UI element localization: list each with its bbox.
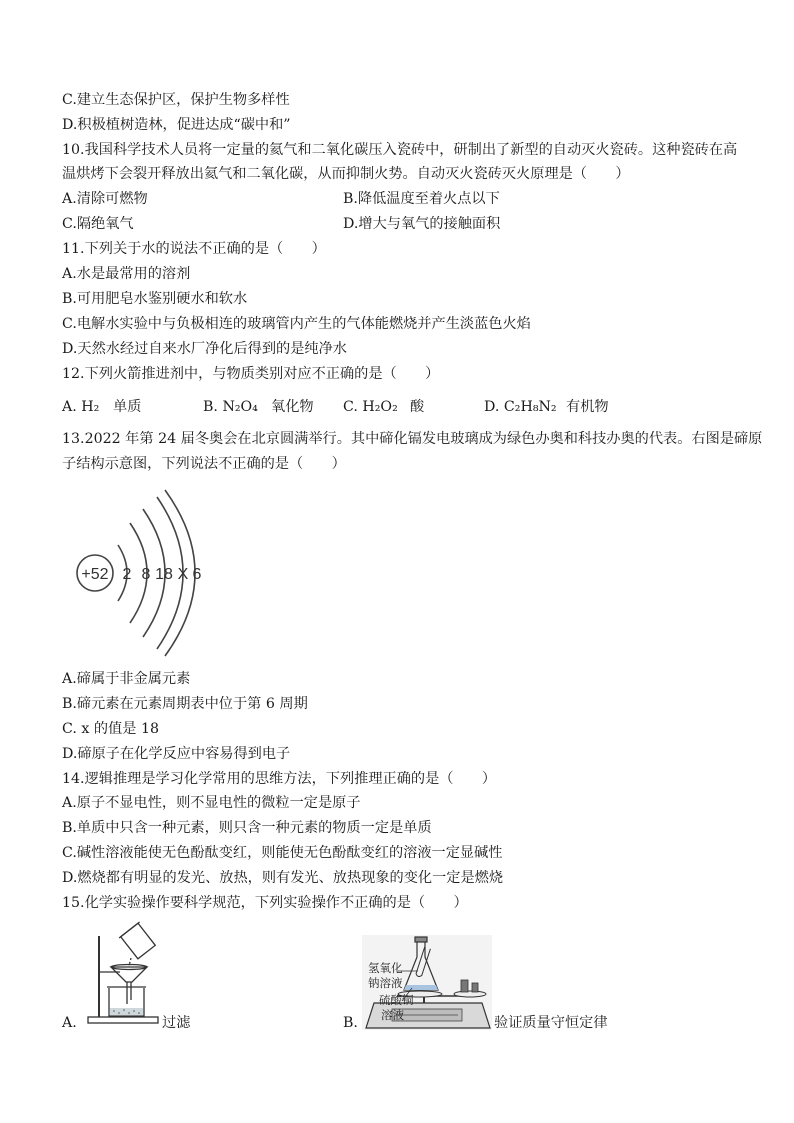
q14-option-c: C.碱性溶液能使无色酚酞变红，则能使无色酚酞变红的溶液一定显碱性 xyxy=(62,845,503,861)
shell-electron-count: 8 xyxy=(141,566,151,583)
q15-option-b-label: B. xyxy=(343,1015,358,1031)
substance-category: 有机物 xyxy=(566,399,609,415)
naoh-solution-label-line2: 钠溶液 xyxy=(368,976,403,990)
q12-option-b xyxy=(203,399,333,415)
option-label: D. xyxy=(484,399,500,415)
weight xyxy=(461,980,468,992)
q11-stem: 11.下列关于水的说法不正确的是（ ） xyxy=(62,241,326,257)
q13-option-b: B.碲元素在元素周期表中位于第 6 周期 xyxy=(62,696,308,712)
tellurium-atom-structure-diagram xyxy=(65,487,210,662)
naoh-solution-label-line1: 氢氧化 xyxy=(368,961,403,975)
q11-option-a: A.水是最常用的溶剂 xyxy=(62,266,191,282)
nucleus-charge: +52 xyxy=(81,566,109,583)
q10-stem-line2: 温烘烤下会裂开释放出氦气和二氧化碳，从而抑制火势。自动灭火瓷砖灭火原理是（ ） xyxy=(62,166,630,182)
filtration-apparatus-illustration xyxy=(84,922,164,1027)
funnel-stem xyxy=(127,982,131,1004)
copper-sulfate-solution xyxy=(404,985,438,990)
right-pan xyxy=(454,991,486,997)
iron-stand-base xyxy=(88,1017,158,1023)
option-label: C. xyxy=(343,399,358,415)
q14-stem: 14.逻辑推理是学习化学常用的思维方法，下列推理正确的是（ ） xyxy=(62,771,497,787)
q14-option-a: A.原子不显电性，则不显电性的微粒一定是原子 xyxy=(62,795,361,811)
q13-option-c: C. x 的值是 18 xyxy=(62,721,160,737)
filtrate-liquid xyxy=(110,1008,143,1015)
q12-stem: 12.下列火箭推进剂中，与物质类别对应不正确的是（ ） xyxy=(62,366,440,382)
q13-option-a: A.碲属于非金属元素 xyxy=(62,671,191,687)
q10-option-d: D.增大与氧气的接触面积 xyxy=(343,216,501,232)
q15-option-b-caption: 验证质量守恒定律 xyxy=(494,1015,608,1031)
q11-option-b: B.可用肥皂水鉴别硬水和软水 xyxy=(62,291,248,307)
cuso4-solution-label-line2: 溶液 xyxy=(381,1008,404,1022)
q12-option-c xyxy=(343,399,473,415)
substance-category: 单质 xyxy=(113,399,142,415)
q10-option-c: C.隔绝氧气 xyxy=(62,216,134,232)
option-label: A. xyxy=(62,399,77,415)
chemical-formula: N₂O₄ xyxy=(222,399,258,415)
substance-category: 酸 xyxy=(410,399,425,415)
shell-electron-count: 18 xyxy=(155,566,173,583)
weight xyxy=(472,983,478,992)
q15-option-a-label: A. xyxy=(62,1015,77,1031)
pouring-beaker xyxy=(119,922,157,960)
q10-option-a: A.清除可燃物 xyxy=(62,191,148,207)
shell-electron-count: 6 xyxy=(192,566,202,583)
q9-option-d: D.积极植树造林，促进达成“碳中和” xyxy=(62,117,291,133)
q13-stem-line1: 13.2022 年第 24 届冬奥会在北京圆满举行。其中碲化镉发电玻璃成为绿色办奥和科技办奥的代表。右图是碲原 xyxy=(62,431,763,447)
q13-option-d: D.碲原子在化学反应中容易得到电子 xyxy=(62,746,291,762)
q11-option-d: D.天然水经过自来水厂净化后得到的是纯净水 xyxy=(62,341,347,357)
option-label: B. xyxy=(203,399,218,415)
q15-option-a-caption: 过滤 xyxy=(162,1015,191,1031)
q10-option-b: B.降低温度至着火点以下 xyxy=(343,191,500,207)
q13-stem-line2: 子结构示意图，下列说法不正确的是（ ） xyxy=(62,456,346,472)
q9-option-c: C.建立生态保护区，保护生物多样性 xyxy=(62,92,290,108)
substance-category: 氧化物 xyxy=(271,399,314,415)
q10-stem-line1: 10.我国科学技术人员将一定量的氦气和二氧化碳压入瓷砖中，研制出了新型的自动灭火瓷砖。这种瓷砖在高 xyxy=(62,142,738,158)
shell-electron-count: X xyxy=(177,566,189,583)
q14-option-b: B.单质中只含一种元素，则只含一种元素的物质一定是单质 xyxy=(62,820,432,836)
q12-option-d xyxy=(484,399,624,415)
shell-electron-count: 2 xyxy=(122,566,132,583)
chemical-formula: C₂H₈N₂ xyxy=(503,399,557,415)
q14-option-d: D.燃烧都有明显的发光、放热，则有发光、放热现象的变化一定是燃烧 xyxy=(62,870,504,886)
chemical-formula: H₂O₂ xyxy=(362,399,398,415)
q11-option-c: C.电解水实验中与负极相连的玻璃管内产生的气体能燃烧并产生淡蓝色火焰 xyxy=(62,316,531,332)
q15-stem: 15.化学实验操作要科学规范，下列实验操作不正确的是（ ） xyxy=(62,895,468,911)
chemical-formula: H₂ xyxy=(81,399,100,415)
cuso4-solution-label-line1: 硫酸铜 xyxy=(379,993,414,1007)
q12-option-a xyxy=(62,399,192,415)
